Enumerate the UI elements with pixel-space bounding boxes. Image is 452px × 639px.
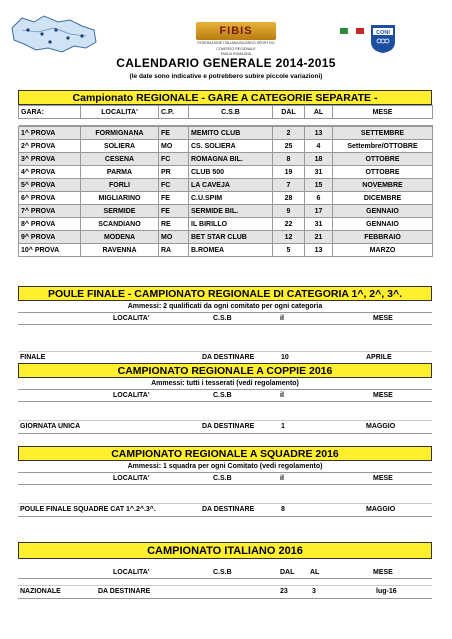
cell-al: 31 — [305, 166, 333, 179]
table-row — [19, 166, 433, 179]
italiano-csb: DA DESTINARE — [98, 588, 151, 595]
spacer-row — [19, 119, 433, 126]
squadre-header-row — [18, 473, 432, 485]
coppie-localita: GIORNATA UNICA — [20, 423, 81, 430]
cell-dal: 19 — [273, 166, 305, 179]
cell-gara: 1^ PROVA — [19, 127, 81, 140]
cell-cp: PR — [159, 166, 189, 179]
cell-gara: 5^ PROVA — [19, 179, 81, 192]
coni-logo — [370, 24, 396, 54]
squadre-col-csb: C.S.B — [213, 475, 232, 482]
cell-dal: 2 — [273, 127, 305, 140]
italiano-col-al: AL — [310, 569, 320, 576]
table-row — [19, 153, 433, 166]
cell-cp: RA — [159, 244, 189, 257]
italiano-section — [18, 542, 432, 599]
col-dal: DAL — [273, 106, 305, 119]
italian-flag-stripe-icon — [340, 28, 364, 34]
blank-row — [18, 402, 432, 421]
fibis-subtitle-1: FEDERAZIONE ITALIANA BILIARDO SPORTIVO — [197, 41, 275, 45]
cell-al: 17 — [305, 205, 333, 218]
cell-csb: MEMITO CLUB — [189, 127, 273, 140]
table-row — [19, 127, 433, 140]
cell-csb: LA CAVEJA — [189, 179, 273, 192]
cell-gara: 8^ PROVA — [19, 218, 81, 231]
blank-row — [18, 579, 432, 586]
col-mese: MESE — [333, 106, 433, 119]
coni-label: CONI — [376, 30, 390, 36]
poule-note: Ammessi: 2 qualificati da ogni comitato per ogni categoria — [18, 301, 432, 313]
table-row — [19, 192, 433, 205]
italiano-col-localita: LOCALITA' — [113, 569, 150, 576]
cell-csb: C.U.SPIM — [189, 192, 273, 205]
regionale-rows — [18, 126, 433, 257]
coni-shield-icon — [370, 24, 396, 54]
regionale-section — [18, 90, 432, 257]
cell-cp: FE — [159, 127, 189, 140]
cell-cp: FE — [159, 205, 189, 218]
table-row — [19, 244, 433, 257]
col-localita: LOCALITA' — [81, 106, 159, 119]
italiano-data-row — [18, 586, 432, 599]
squadre-col-il: il — [280, 475, 284, 482]
table-row — [19, 218, 433, 231]
cell-al: 13 — [305, 244, 333, 257]
cell-al: 31 — [305, 218, 333, 231]
squadre-csb: DA DESTINARE — [202, 506, 255, 513]
coppie-csb: DA DESTINARE — [202, 423, 255, 430]
squadre-data-row — [18, 504, 432, 517]
squadre-note: Ammessi: 1 squadra per ogni Comitato (vedi regolamento) — [18, 461, 432, 473]
cell-csb: SERMIDE BIL. — [189, 205, 273, 218]
cell-localita: MODENA — [81, 231, 159, 244]
blank-row — [18, 485, 432, 504]
squadre-il: 8 — [281, 506, 285, 513]
blank-row — [18, 325, 432, 352]
coppie-col-il: il — [280, 392, 284, 399]
cell-csb: ROMAGNA BIL. — [189, 153, 273, 166]
cell-csb: IL BIRILLO — [189, 218, 273, 231]
coppie-il: 1 — [281, 423, 285, 430]
poule-col-mese: MESE — [373, 315, 393, 322]
italiano-banner: CAMPIONATO ITALIANO 2016 — [18, 542, 432, 559]
squadre-col-mese: MESE — [373, 475, 393, 482]
cell-cp: MO — [159, 140, 189, 153]
cell-al: 21 — [305, 231, 333, 244]
squadre-banner: CAMPIONATO REGIONALE A SQUADRE 2016 — [18, 446, 432, 461]
cell-cp: RE — [159, 218, 189, 231]
cell-localita: RAVENNA — [81, 244, 159, 257]
table-row — [19, 179, 433, 192]
cell-mese: Settembre/OTTOBRE — [333, 140, 433, 153]
cell-mese: DICEMBRE — [333, 192, 433, 205]
cell-dal: 12 — [273, 231, 305, 244]
coppie-mese: MAGGIO — [366, 423, 396, 430]
cell-cp: FE — [159, 192, 189, 205]
page-header — [0, 0, 452, 80]
poule-il: 10 — [281, 354, 289, 361]
fibis-subtitle-3: EMILIA ROMAGNA — [220, 52, 252, 56]
squadre-localita: POULE FINALE SQUADRE CAT 1^.2^.3^. — [20, 506, 156, 513]
poule-mese: APRILE — [366, 354, 392, 361]
cell-dal: 9 — [273, 205, 305, 218]
italiano-dal: 23 — [280, 588, 288, 595]
cell-gara: 9^ PROVA — [19, 231, 81, 244]
cell-mese: OTTOBRE — [333, 153, 433, 166]
cell-csb: B.ROMEA — [189, 244, 273, 257]
cell-localita: PARMA — [81, 166, 159, 179]
cell-gara: 7^ PROVA — [19, 205, 81, 218]
squadre-col-localita: LOCALITA' — [113, 475, 150, 482]
col-cp: C.P. — [159, 106, 189, 119]
cell-cp: FC — [159, 179, 189, 192]
coppie-note: Ammessi: tutti i tesserati (vedi regolamento) — [18, 378, 432, 390]
italiano-localita: NAZIONALE — [20, 588, 61, 595]
cell-localita: CESENA — [81, 153, 159, 166]
poule-csb: DA DESTINARE — [202, 354, 255, 361]
cell-mese: FEBBRAIO — [333, 231, 433, 244]
cell-localita: MIGLIARINO — [81, 192, 159, 205]
col-csb: C.S.B — [189, 106, 273, 119]
coppie-section — [18, 363, 432, 434]
cell-localita: FORMIGNANA — [81, 127, 159, 140]
cell-al: 13 — [305, 127, 333, 140]
cell-csb: BET STAR CLUB — [189, 231, 273, 244]
cell-mese: NOVEMBRE — [333, 179, 433, 192]
table-row — [19, 140, 433, 153]
squadre-section — [18, 446, 432, 517]
regionale-header-row — [19, 106, 433, 119]
cell-al: 18 — [305, 153, 333, 166]
coppie-header-row — [18, 390, 432, 402]
cell-mese: MARZO — [333, 244, 433, 257]
table-row — [19, 231, 433, 244]
col-al: AL — [305, 106, 333, 119]
table-row — [19, 205, 433, 218]
poule-col-localita: LOCALITA' — [113, 315, 150, 322]
cell-gara: 2^ PROVA — [19, 140, 81, 153]
fibis-subtitle-2: COMITATO REGIONALE — [216, 46, 256, 51]
cell-dal: 25 — [273, 140, 305, 153]
cell-localita: SCANDIANO — [81, 218, 159, 231]
cell-gara: 10^ PROVA — [19, 244, 81, 257]
cell-mese: OTTOBRE — [333, 166, 433, 179]
poule-col-il: il — [280, 315, 284, 322]
cell-al: 6 — [305, 192, 333, 205]
cell-mese: GENNAIO — [333, 218, 433, 231]
italiano-col-mese: MESE — [373, 569, 393, 576]
cell-csb: CS. SOLIERA — [189, 140, 273, 153]
cell-dal: 28 — [273, 192, 305, 205]
page-subtitle: (le date sono indicative e potrebbero subire piccole variazioni) — [129, 73, 323, 80]
page-title: CALENDARIO GENERALE 2014-2015 — [116, 56, 336, 70]
italiano-header-row — [18, 567, 432, 579]
emilia-romagna-map-icon — [8, 8, 100, 56]
coppie-col-localita: LOCALITA' — [113, 392, 150, 399]
col-gara: GARA: — [19, 106, 81, 119]
cell-dal: 7 — [273, 179, 305, 192]
poule-header-row — [18, 313, 432, 325]
squadre-mese: MAGGIO — [366, 506, 396, 513]
fibis-wordmark: FIBIS — [196, 22, 276, 40]
cell-cp: MO — [159, 231, 189, 244]
cell-al: 15 — [305, 179, 333, 192]
poule-localita: FINALE — [20, 354, 46, 361]
italiano-mese: lug-16 — [376, 588, 397, 595]
italiano-al: 3 — [312, 588, 316, 595]
italiano-col-csb: C.S.B — [213, 569, 232, 576]
poule-col-csb: C.S.B — [213, 315, 232, 322]
italiano-col-dal: DAL — [280, 569, 295, 576]
cell-gara: 6^ PROVA — [19, 192, 81, 205]
cell-csb: CLUB 500 — [189, 166, 273, 179]
cell-dal: 22 — [273, 218, 305, 231]
regionale-banner: Campionato REGIONALE - GARE A CATEGORIE SEPARATE - — [18, 90, 432, 105]
cell-mese: GENNAIO — [333, 205, 433, 218]
coppie-data-row — [18, 421, 432, 434]
cell-localita: FORLI — [81, 179, 159, 192]
coppie-banner: CAMPIONATO REGIONALE A COPPIE 2016 — [18, 363, 432, 378]
cell-gara: 4^ PROVA — [19, 166, 81, 179]
cell-al: 4 — [305, 140, 333, 153]
cell-dal: 8 — [273, 153, 305, 166]
poule-banner: POULE FINALE - CAMPIONATO REGIONALE DI CATEGORIA 1^, 2^, 3^. — [18, 286, 432, 301]
coppie-col-csb: C.S.B — [213, 392, 232, 399]
cell-cp: FC — [159, 153, 189, 166]
poule-section — [18, 286, 432, 365]
cell-gara: 3^ PROVA — [19, 153, 81, 166]
cell-localita: SERMIDE — [81, 205, 159, 218]
coppie-col-mese: MESE — [373, 392, 393, 399]
cell-localita: SOLIERA — [81, 140, 159, 153]
cell-dal: 5 — [273, 244, 305, 257]
cell-mese: SETTEMBRE — [333, 127, 433, 140]
regionale-table — [18, 105, 433, 126]
